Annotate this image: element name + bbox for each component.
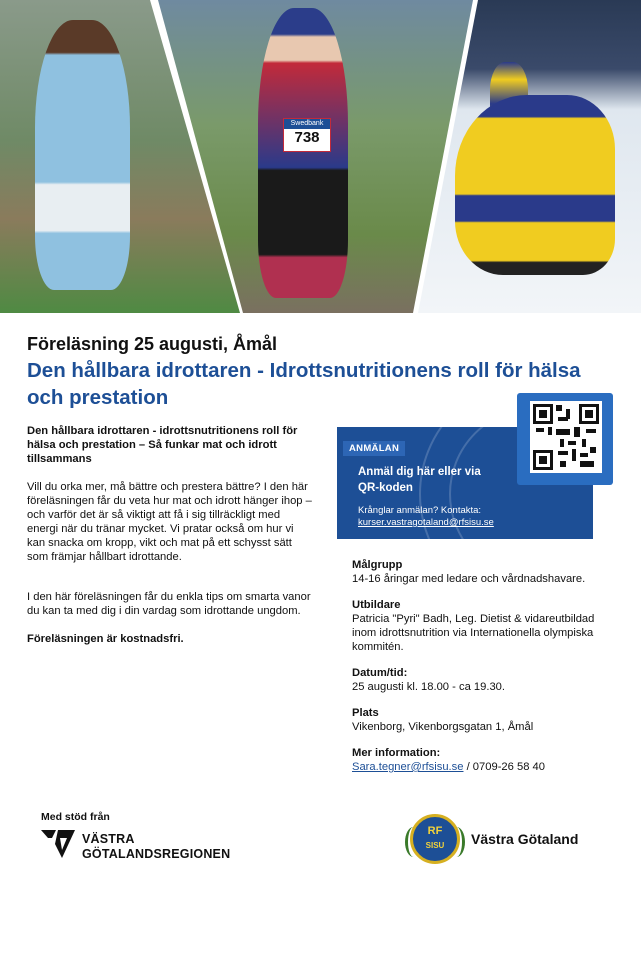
qr-module: [558, 417, 568, 421]
trainer-value: Patricia "Pyri" Badh, Leg. Dietist & vidareutbildad inom idrottsnutrition via Internationella olympiska kommitén.: [352, 613, 595, 653]
qr-module: [574, 427, 580, 437]
race-bib: [283, 118, 331, 152]
signup-help: [358, 505, 494, 529]
event-title: Den hållbara idrottaren - Idrottsnutritionens roll för hälsa och prestation: [27, 359, 581, 409]
qr-module: [590, 447, 596, 453]
rf-sisu-region-name: Västra Götaland: [471, 831, 579, 847]
more-info-label: Mer information:: [352, 747, 441, 759]
trainer: [352, 598, 602, 654]
qr-module: [580, 453, 588, 457]
target-group-label: Målgrupp: [352, 559, 403, 571]
free-notice: Föreläsningen är kostnadsfri.: [27, 633, 184, 645]
venue: [352, 706, 602, 734]
hockey-player-figure: [455, 95, 615, 275]
signup-badge: ANMÄLAN: [343, 441, 405, 456]
qr-finder: [533, 450, 553, 470]
venue-value: Vikenborg, Vikenborgsgatan 1, Åmål: [352, 721, 534, 733]
vgr-line-1: VÄSTRA: [82, 832, 135, 846]
qr-module: [556, 429, 570, 435]
signup-cta[interactable]: Anmäl dig här eller via QR-koden: [358, 466, 481, 494]
contact-phone: / 0709-26 58 40: [463, 761, 545, 773]
more-info-contact: [352, 760, 602, 774]
intro-body-2: I den här föreläsningen får du enkla tips om smarta vanor du kan ta med dig i din vardag som idrottande ungdom.: [27, 591, 311, 617]
bib-sponsor: Swedbank: [284, 119, 330, 129]
intro-text: [27, 424, 312, 660]
vgr-wordmark: [82, 832, 230, 862]
qr-code-icon[interactable]: [530, 401, 602, 473]
signup-help-text: Krånglar anmälan? Kontakta:: [358, 505, 482, 516]
date-time-label: Datum/tid:: [352, 667, 408, 679]
qr-module: [560, 461, 566, 467]
rf-sisu-emblem-icon: [410, 814, 460, 864]
target-group: [352, 558, 602, 586]
qr-finder: [533, 404, 553, 424]
qr-module: [560, 439, 564, 447]
intro-lead: Den hållbara idrottaren - idrottsnutritionens roll för hälsa och prestation – Så funkar mat och idrott tillsammans: [27, 425, 298, 465]
date-time-value: 25 augusti kl. 18.00 - ca 19.30.: [352, 681, 505, 693]
runner-figure: [258, 8, 348, 298]
signup-email-link[interactable]: kurser.vastragotaland@rfsisu.se: [358, 517, 494, 528]
event-date-line: Föreläsning 25 augusti, Åmål: [27, 334, 278, 354]
event-details: [352, 558, 602, 786]
qr-module: [582, 439, 586, 447]
target-group-value: 14-16 åringar med ledare och vårdnadshavare.: [352, 573, 586, 585]
more-info: [352, 746, 602, 774]
qr-module: [568, 441, 576, 445]
qr-module: [580, 461, 594, 467]
qr-module: [536, 428, 544, 432]
qr-finder: [579, 404, 599, 424]
trainer-label: Utbildare: [352, 599, 401, 611]
date-time: [352, 666, 602, 694]
bib-number: 738: [294, 129, 320, 146]
qr-module: [572, 449, 576, 461]
rf-emblem-bottom: SISU: [425, 841, 445, 850]
intro-body-1: Vill du orka mer, må bättre och prestera bättre? I den här föreläsningen får du veta hur mat och idrott hänger ihop – och varför det är så viktigt att få i sig tillräckligt med energi när du tränar mycket. Vi pratar också om hur vi kan snacka om kropp, vikt och mat på ett schysst sätt som främjar hållbart idrottande.: [27, 481, 312, 563]
qr-module: [556, 405, 562, 411]
vgr-line-2: GÖTALANDSREGIONEN: [82, 847, 231, 861]
qr-module: [586, 429, 596, 433]
hero-photo-collage: [0, 0, 641, 313]
contact-email-link[interactable]: Sara.tegner@rfsisu.se: [352, 761, 464, 773]
qr-module: [558, 451, 568, 455]
rf-emblem-top: RF: [427, 825, 443, 837]
footballer-figure: [35, 20, 130, 290]
vgr-logo-icon: [40, 828, 76, 860]
qr-module: [548, 427, 552, 435]
support-label: Med stöd från: [41, 811, 110, 823]
venue-label: Plats: [352, 707, 379, 719]
